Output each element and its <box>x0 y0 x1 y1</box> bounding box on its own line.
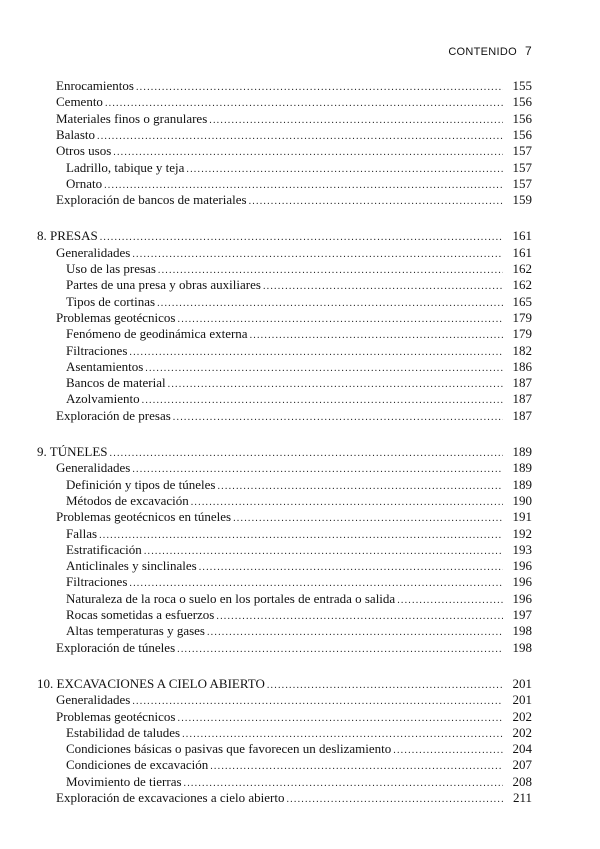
toc-entry-label: Materiales finos o granulares <box>56 110 208 126</box>
toc-entry-page: 157 <box>512 143 532 159</box>
toc-entry-page: 191 <box>512 509 532 525</box>
toc-entry <box>37 444 532 460</box>
toc-entry <box>37 228 532 244</box>
toc-entry <box>56 245 532 261</box>
toc-entry-label: Fallas <box>66 525 98 541</box>
toc-entry <box>66 375 532 391</box>
toc-entry-label: Ladrillo, tabique y teja <box>66 159 185 175</box>
toc-entry <box>56 192 532 208</box>
toc-entry-page: 156 <box>512 110 532 126</box>
toc-entry-page: 196 <box>512 574 532 590</box>
toc-entry-label: Naturaleza de la roca o suelo en los portales de entrada o salida <box>66 590 396 606</box>
toc-entry-page: 161 <box>512 244 532 260</box>
toc-entry-label: Definición y tipos de túneles <box>66 476 216 492</box>
toc-entry <box>66 591 532 607</box>
toc-entry-page: 159 <box>512 192 532 208</box>
toc-entry-page: 189 <box>512 444 532 459</box>
toc-entry-label: Fenómeno de geodinámica externa <box>66 326 248 342</box>
toc-entry-page: 187 <box>512 407 532 423</box>
toc-entry-page: 157 <box>512 175 532 191</box>
toc-entry-page: 190 <box>512 492 532 508</box>
toc-entry-page: 156 <box>512 126 532 142</box>
toc-entry-label: Partes de una presa y obras auxiliares <box>66 277 261 293</box>
toc-entry <box>66 477 532 493</box>
toc-entry <box>56 78 532 94</box>
toc-entry-label: Problemas geotécnicos <box>56 708 176 724</box>
toc-entry-label: Rocas sometidas a esfuerzos <box>66 607 215 622</box>
toc-entry-label: Generalidades <box>56 692 131 708</box>
toc-entry <box>56 709 532 725</box>
toc-entry <box>66 261 532 277</box>
toc-entry-label: Estratificación <box>66 541 142 557</box>
toc-entry-page: 198 <box>512 623 532 639</box>
toc-entry <box>66 294 532 310</box>
toc-entry <box>66 757 532 773</box>
toc-entry <box>66 359 532 375</box>
toc-entry-page: 201 <box>512 675 532 691</box>
toc-entry-label: 8. PRESAS <box>37 228 98 244</box>
toc-entry-label: Filtraciones <box>66 342 128 358</box>
toc-entry <box>56 408 532 424</box>
toc-entry <box>66 160 532 176</box>
toc-entry-label: 10. EXCAVACIONES A CIELO ABIERTO <box>37 675 265 691</box>
toc-entry-page: 204 <box>512 741 532 757</box>
header-page-number: 7 <box>525 44 532 58</box>
toc-entry-label: Exploración de excavaciones a cielo abierto <box>56 790 285 805</box>
toc-entry-label: Ornato <box>66 175 103 191</box>
toc-entry <box>66 574 532 590</box>
toc-entry <box>66 277 532 293</box>
toc-entry-label: Enrocamientos <box>56 78 134 93</box>
toc-entry-label: Bancos de material <box>66 375 166 391</box>
toc-entry-page: 157 <box>512 159 532 175</box>
toc-entry-page: 189 <box>512 476 532 492</box>
toc-entry-label: Estabilidad de taludes <box>66 724 181 740</box>
toc-entry-label: Anticlinales y sinclinales <box>66 558 197 574</box>
toc-entry-label: Problemas geotécnicos en túneles <box>56 509 232 525</box>
toc-entry-page: 208 <box>512 773 532 789</box>
toc-entry-page: 202 <box>512 724 532 740</box>
toc-entry-label: Métodos de excavación <box>66 492 189 508</box>
toc-entry-page: 196 <box>512 590 532 606</box>
toc-entry-page: 187 <box>512 375 532 391</box>
toc-entry <box>66 493 532 509</box>
running-header <box>448 44 532 58</box>
toc-entry-label: Filtraciones <box>66 574 128 590</box>
dot-leader <box>249 194 503 210</box>
toc-entry-label: Condiciones básicas o pasivas que favorecen un deslizamiento <box>66 741 392 757</box>
toc-entry-label: Exploración de túneles <box>56 639 176 655</box>
toc-entry-page: 211 <box>512 790 532 805</box>
toc-entry <box>56 790 532 806</box>
toc-entry <box>56 127 532 143</box>
toc-entry-page: 165 <box>512 293 532 309</box>
dot-leader <box>286 792 503 808</box>
toc-entry <box>56 640 532 656</box>
header-title: CONTENIDO <box>448 46 518 58</box>
toc-entry <box>56 460 532 476</box>
toc-entry-page: 179 <box>512 309 532 325</box>
toc-entry <box>66 558 532 574</box>
toc-entry-label: Altas temperaturas y gases <box>66 623 205 639</box>
toc-entry-page: 182 <box>512 342 532 358</box>
toc-entry <box>66 176 532 192</box>
toc-entry-page: 161 <box>512 228 532 244</box>
toc-entry-label: Azolvamiento <box>66 391 140 407</box>
toc-entry-label: Asentamientos <box>66 358 144 374</box>
toc-entry-page: 201 <box>512 692 532 708</box>
toc-entry <box>66 526 532 542</box>
toc-entry-page: 162 <box>512 277 532 293</box>
toc-entry <box>66 725 532 741</box>
toc-entry <box>66 607 532 623</box>
dot-leader <box>177 642 503 658</box>
toc-entry <box>66 623 532 639</box>
toc-entry-page: 186 <box>512 358 532 374</box>
toc-entry-label: Cemento <box>56 94 103 110</box>
toc-entry <box>56 143 532 159</box>
toc-entry-label: 9. TÚNELES <box>37 444 108 459</box>
toc-entry-page: 202 <box>512 708 532 724</box>
toc-entry-label: Problemas geotécnicos <box>56 309 176 325</box>
toc-entry-label: Generalidades <box>56 244 131 260</box>
toc-entry-label: Exploración de bancos de materiales <box>56 192 247 208</box>
toc-entry-label: Otros usos <box>56 143 112 159</box>
toc-entry <box>56 509 532 525</box>
toc-entry-page: 179 <box>512 326 532 342</box>
toc-entry <box>66 391 532 407</box>
toc-entry-label: Generalidades <box>56 460 131 476</box>
dot-leader <box>173 410 503 426</box>
toc-entry-page: 162 <box>512 261 532 276</box>
toc-entry-label: Tipos de cortinas <box>66 293 156 309</box>
toc-entry-label: Condiciones de excavación <box>66 757 209 773</box>
toc-entry-page: 196 <box>512 558 532 574</box>
toc-entry <box>66 741 532 757</box>
toc-entry <box>56 310 532 326</box>
toc-entry-page: 156 <box>512 94 532 110</box>
toc-entry-label: Balasto <box>56 126 95 142</box>
toc-entry-page: 198 <box>512 639 532 655</box>
toc-entry-label: Exploración de presas <box>56 407 171 423</box>
toc-entry-label: Movimiento de tierras <box>66 773 182 789</box>
toc-entry-page: 192 <box>512 525 532 541</box>
toc-entry-page: 193 <box>512 541 532 557</box>
toc-entry <box>56 111 532 127</box>
toc-entry-page: 207 <box>512 757 532 773</box>
toc-entry <box>66 542 532 558</box>
toc-entry-page: 197 <box>512 607 532 622</box>
toc-entry <box>56 692 532 708</box>
toc-entry-label: Uso de las presas <box>66 261 156 276</box>
toc-entry <box>37 676 532 692</box>
toc-entry-page: 189 <box>512 460 532 476</box>
toc-entry <box>66 774 532 790</box>
toc-entry <box>66 343 532 359</box>
toc-entry <box>56 94 532 110</box>
toc-entry <box>66 326 532 342</box>
toc-entry-page: 187 <box>512 391 532 407</box>
toc-entry-page: 155 <box>512 78 532 93</box>
